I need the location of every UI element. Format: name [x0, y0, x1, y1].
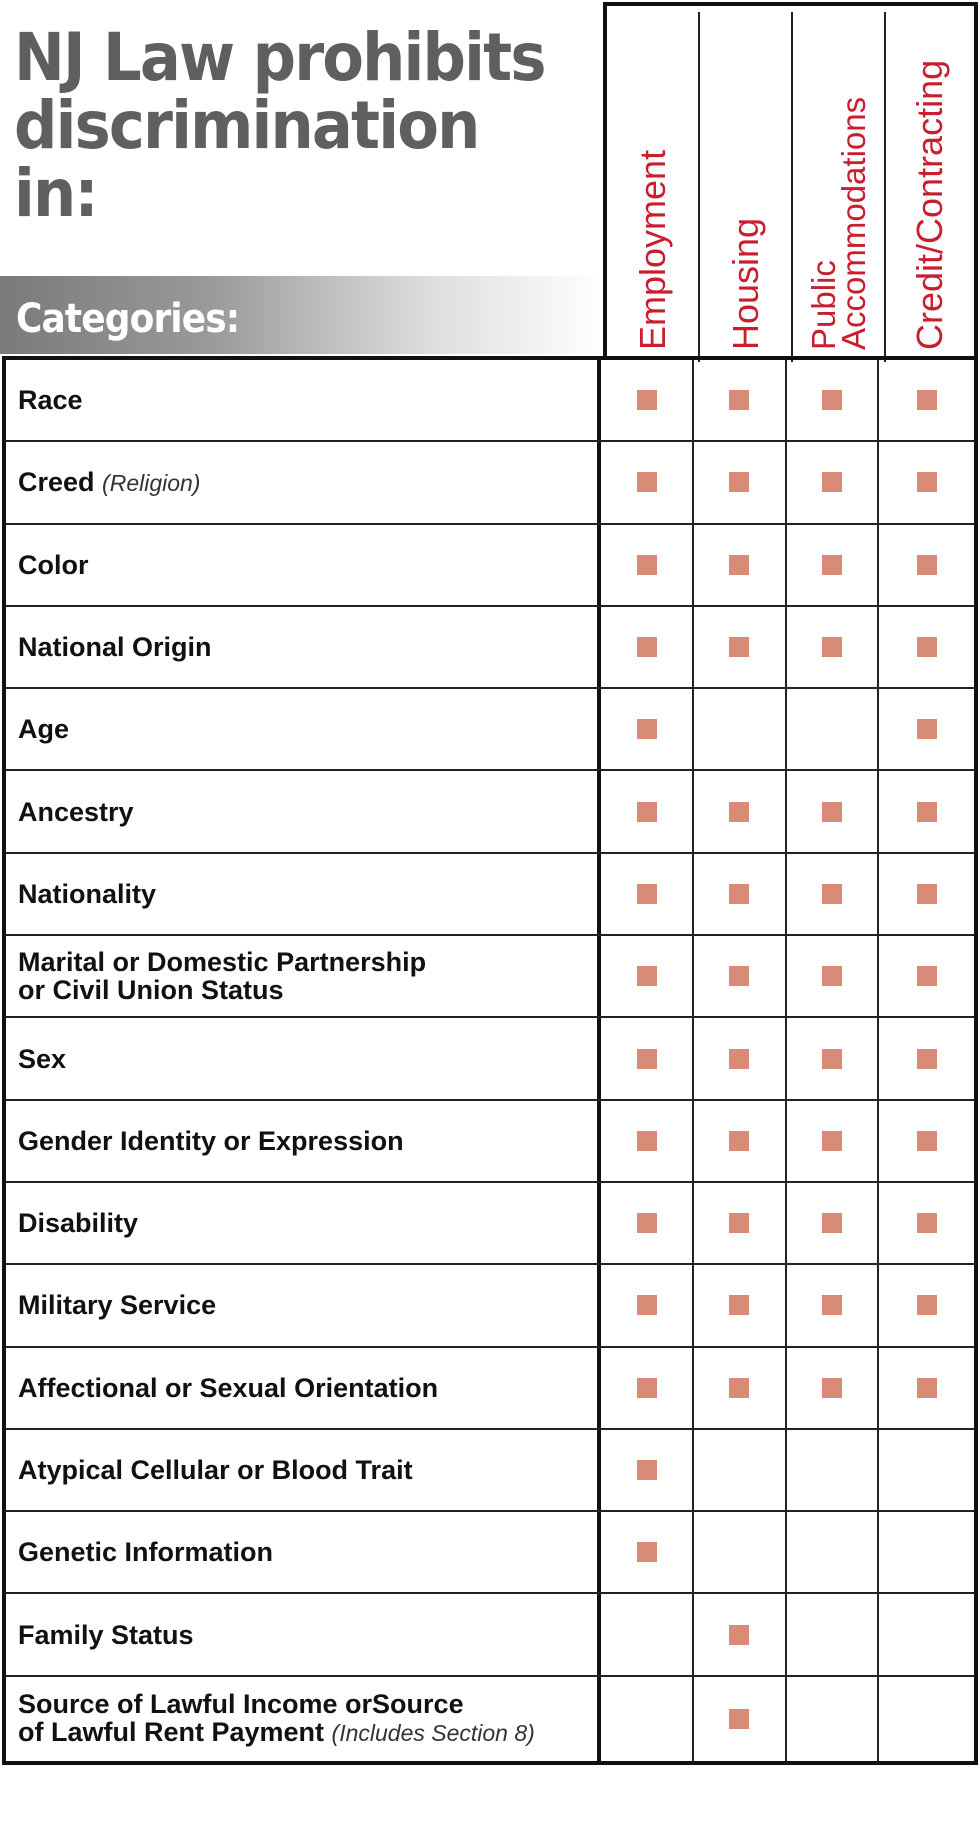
category-text [18, 1690, 535, 1747]
check-square-icon [637, 884, 657, 904]
category-name: Sex [18, 1043, 67, 1074]
check-square-icon [917, 884, 937, 904]
mark-cell [787, 1265, 880, 1345]
categories-table [2, 356, 978, 1765]
check-square-icon [729, 637, 749, 657]
check-square-icon [637, 1049, 657, 1069]
category-label [6, 1677, 601, 1761]
check-square-icon [729, 884, 749, 904]
category-label [6, 607, 601, 687]
bottom-margin [0, 1766, 980, 1844]
check-square-icon [822, 1295, 842, 1315]
check-square-icon [637, 390, 657, 410]
check-square-icon [637, 802, 657, 822]
mark-cell [879, 936, 974, 1016]
check-square-icon [822, 1213, 842, 1233]
category-label [6, 442, 601, 522]
check-square-icon [822, 966, 842, 986]
category-label [6, 1018, 601, 1098]
category-text [18, 798, 134, 826]
column-header-housing [700, 12, 793, 362]
category-note: (Includes Section 8) [331, 1720, 535, 1747]
mark-cell [879, 1183, 974, 1263]
category-label [6, 525, 601, 605]
column-label: Credit/Contracting [909, 59, 950, 350]
mark-cell [879, 689, 974, 769]
check-square-icon [637, 637, 657, 657]
mark-cell [787, 1348, 880, 1428]
category-name: Military Service [18, 1290, 217, 1321]
check-square-icon [917, 1049, 937, 1069]
category-note: (Religion) [102, 469, 201, 496]
mark-cell [694, 360, 787, 440]
mark-cell [601, 442, 694, 522]
check-square-icon [917, 390, 937, 410]
category-text [18, 468, 200, 497]
mark-cell [879, 1018, 974, 1098]
check-square-icon [917, 1295, 937, 1315]
category-text [18, 386, 83, 414]
table-row [6, 936, 974, 1018]
check-square-icon [729, 1709, 749, 1729]
check-square-icon [917, 719, 937, 739]
category-name: Age [18, 714, 70, 745]
check-square-icon [637, 1378, 657, 1398]
check-square-icon [637, 719, 657, 739]
category-name: Source of Lawful Income orSource of Lawful Rent Payment [18, 1689, 464, 1748]
category-label [6, 936, 601, 1016]
mark-cell [601, 607, 694, 687]
mark-cell [694, 525, 787, 605]
mark-cell [601, 1348, 694, 1428]
category-label [6, 1101, 601, 1181]
check-square-icon [637, 1295, 657, 1315]
table-row [6, 1183, 974, 1265]
table-row [6, 607, 974, 689]
mark-cell [879, 854, 974, 934]
check-square-icon [729, 1131, 749, 1151]
category-text [18, 1127, 404, 1155]
mark-cell [694, 1101, 787, 1181]
category-name: Genetic Information [18, 1537, 274, 1568]
mark-cell [879, 1594, 974, 1674]
mark-cell [879, 607, 974, 687]
check-square-icon [637, 1542, 657, 1562]
check-square-icon [822, 637, 842, 657]
column-label: Public Accommodations [804, 96, 872, 350]
column-label: Housing [724, 217, 766, 350]
category-name: Nationality [18, 878, 157, 909]
mark-cell [879, 360, 974, 440]
mark-cell [601, 1183, 694, 1263]
mark-cell [694, 771, 787, 851]
mark-cell [601, 936, 694, 1016]
category-label [6, 1348, 601, 1428]
mark-cell [694, 1348, 787, 1428]
category-text [18, 551, 89, 579]
column-header-public-accommodations [793, 12, 886, 362]
mark-cell [601, 525, 694, 605]
category-text [18, 948, 426, 1004]
check-square-icon [637, 1460, 657, 1480]
mark-cell [694, 1430, 787, 1510]
category-name: National Origin [18, 632, 212, 663]
mark-cell [601, 1430, 694, 1510]
mark-cell [601, 771, 694, 851]
category-text [18, 633, 212, 661]
column-header-employment [607, 12, 700, 362]
category-name: Creed [18, 466, 95, 497]
check-square-icon [822, 1378, 842, 1398]
mark-cell [694, 607, 787, 687]
category-name: Race [18, 385, 83, 416]
mark-cell [787, 771, 880, 851]
mark-cell [601, 854, 694, 934]
table-row [6, 442, 974, 524]
mark-cell [694, 1018, 787, 1098]
check-square-icon [822, 472, 842, 492]
check-square-icon [637, 1213, 657, 1233]
check-square-icon [729, 1625, 749, 1645]
category-label [6, 1594, 601, 1674]
check-square-icon [917, 555, 937, 575]
table-row [6, 1101, 974, 1183]
category-label [6, 854, 601, 934]
mark-cell [694, 1594, 787, 1674]
mark-cell [787, 1677, 880, 1761]
mark-cell [601, 1101, 694, 1181]
mark-cell [601, 360, 694, 440]
category-name: Ancestry [18, 796, 134, 827]
mark-cell [787, 1512, 880, 1592]
check-square-icon [822, 555, 842, 575]
check-square-icon [637, 555, 657, 575]
check-square-icon [729, 1378, 749, 1398]
category-text [18, 715, 69, 743]
mark-cell [694, 854, 787, 934]
category-label [6, 689, 601, 769]
mark-cell [879, 1430, 974, 1510]
mark-cell [787, 607, 880, 687]
check-square-icon [729, 1295, 749, 1315]
table-row [6, 525, 974, 607]
mark-cell [879, 1512, 974, 1592]
mark-cell [601, 1512, 694, 1592]
mark-cell [879, 1101, 974, 1181]
mark-cell [787, 936, 880, 1016]
column-headers [603, 2, 978, 358]
mark-cell [694, 936, 787, 1016]
category-text [18, 1374, 438, 1402]
check-square-icon [822, 1131, 842, 1151]
mark-cell [787, 442, 880, 522]
mark-cell [787, 1183, 880, 1263]
category-name: Gender Identity or Expression [18, 1125, 404, 1156]
mark-cell [694, 1183, 787, 1263]
table-row [6, 1512, 974, 1594]
check-square-icon [729, 555, 749, 575]
check-square-icon [822, 1049, 842, 1069]
check-square-icon [729, 390, 749, 410]
check-square-icon [729, 802, 749, 822]
category-label [6, 1183, 601, 1263]
category-label [6, 360, 601, 440]
table-row [6, 1265, 974, 1347]
category-label [6, 1430, 601, 1510]
check-square-icon [822, 390, 842, 410]
category-name: Affectional or Sexual Orientation [18, 1372, 439, 1403]
mark-cell [787, 1101, 880, 1181]
category-text [18, 1045, 66, 1073]
mark-cell [601, 1265, 694, 1345]
table-row [6, 1018, 974, 1100]
mark-cell [879, 525, 974, 605]
mark-cell [787, 1594, 880, 1674]
mark-cell [787, 854, 880, 934]
mark-cell [787, 689, 880, 769]
table-row [6, 1677, 974, 1761]
column-header-credit-contracting [886, 12, 974, 362]
page-title [14, 19, 548, 232]
table-row [6, 689, 974, 771]
category-name: Family Status [18, 1619, 194, 1650]
check-square-icon [917, 1213, 937, 1233]
category-text [18, 880, 156, 908]
table-row [6, 854, 974, 936]
column-label: Employment [631, 149, 673, 350]
mark-cell [787, 1018, 880, 1098]
mark-cell [694, 689, 787, 769]
category-name: Disability [18, 1208, 139, 1239]
category-text [18, 1456, 413, 1484]
check-square-icon [917, 637, 937, 657]
mark-cell [694, 1512, 787, 1592]
mark-cell [879, 771, 974, 851]
check-square-icon [637, 1131, 657, 1151]
category-text [18, 1538, 273, 1566]
table-row [6, 1594, 974, 1676]
mark-cell [879, 1265, 974, 1345]
mark-cell [787, 525, 880, 605]
category-name: Marital or Domestic Partnership or Civil Union Status [18, 947, 427, 1006]
mark-cell [694, 442, 787, 522]
check-square-icon [637, 966, 657, 986]
mark-cell [601, 1677, 694, 1761]
category-label [6, 1265, 601, 1345]
check-square-icon [917, 472, 937, 492]
check-square-icon [729, 1049, 749, 1069]
mark-cell [694, 1677, 787, 1761]
mark-cell [601, 1594, 694, 1674]
title-line-2: discrimination in: [14, 87, 479, 232]
category-text [18, 1621, 194, 1649]
title-line-1: NJ Law prohibits [14, 19, 545, 96]
mark-cell [787, 1430, 880, 1510]
mark-cell [694, 1265, 787, 1345]
mark-cell [879, 1677, 974, 1761]
category-text [18, 1291, 216, 1319]
mark-cell [879, 442, 974, 522]
check-square-icon [917, 1131, 937, 1151]
category-name: Atypical Cellular or Blood Trait [18, 1455, 413, 1485]
table-row [6, 360, 974, 442]
table-row [6, 1348, 974, 1430]
check-square-icon [637, 472, 657, 492]
category-name: Color [18, 549, 89, 580]
check-square-icon [729, 1213, 749, 1233]
check-square-icon [729, 472, 749, 492]
category-label [6, 1512, 601, 1592]
check-square-icon [822, 884, 842, 904]
check-square-icon [917, 802, 937, 822]
category-text [18, 1209, 138, 1237]
mark-cell [787, 360, 880, 440]
check-square-icon [822, 802, 842, 822]
check-square-icon [917, 966, 937, 986]
mark-cell [879, 1348, 974, 1428]
mark-cell [601, 689, 694, 769]
categories-label: Categories: [16, 296, 240, 342]
table-row [6, 1430, 974, 1512]
category-label [6, 771, 601, 851]
check-square-icon [917, 1378, 937, 1398]
check-square-icon [729, 966, 749, 986]
mark-cell [601, 1018, 694, 1098]
table-row [6, 771, 974, 853]
